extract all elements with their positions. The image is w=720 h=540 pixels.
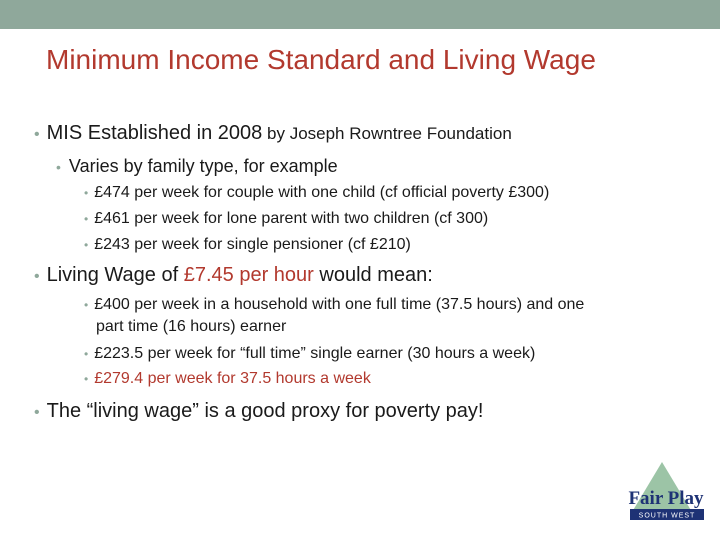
top-bar (0, 0, 720, 29)
bullet-37-hours-text: £279.4 per week for 37.5 hours a week (94, 370, 371, 387)
bullet-lone-parent-text: £461 per week for lone parent with two children (cf 300) (94, 210, 489, 227)
bullet-varies-text: Varies by family type, for example (68, 156, 338, 176)
logo-tagline: SOUTH WEST (638, 512, 696, 520)
bullet-37-hours (84, 370, 371, 388)
bullet-couple-text: £474 per week for couple with one child (cf official poverty £300) (94, 184, 550, 201)
bullet-marker: • (56, 159, 61, 175)
bullet-marker: • (84, 186, 89, 200)
bullet-couple (84, 184, 549, 202)
bullet-proxy (34, 400, 483, 423)
bullet-marker: • (84, 238, 89, 252)
bullet-mis (34, 122, 512, 145)
bullet-full-time (84, 345, 535, 363)
living-wage-post: would mean: (313, 264, 433, 286)
bullet-household-text: £400 per week in a household with one full time (37.5 hours) and one (94, 296, 585, 313)
bullet-mis-main: MIS Established in 2008 (46, 122, 263, 144)
bullet-marker: • (84, 372, 89, 386)
bullet-full-time-text: £223.5 per week for “full time” single earner (30 hours a week) (94, 345, 536, 362)
bullet-varies (56, 156, 338, 177)
bullet-marker: • (34, 126, 40, 143)
bullet-marker: • (84, 298, 89, 312)
bullet-pensioner-text: £243 per week for single pensioner (cf £210) (94, 236, 411, 253)
bullet-living-wage (34, 264, 433, 287)
bullet-household (84, 296, 584, 314)
bullet-marker: • (34, 268, 40, 285)
slide-title: Minimum Income Standard and Living Wage (46, 44, 596, 75)
bullet-pensioner (84, 236, 411, 254)
bullet-marker: • (84, 347, 89, 361)
bullet-mis-tail: by Joseph Rowntree Foundation (262, 124, 512, 143)
bullet-marker: • (34, 404, 40, 421)
bullet-lone-parent (84, 210, 488, 228)
bullet-marker: • (84, 212, 89, 226)
fair-play-logo (622, 460, 712, 530)
bullet-household-continuation: part time (16 hours) earner (96, 318, 287, 335)
bullet-proxy-text: The “living wage” is a good proxy for poverty pay! (46, 400, 484, 422)
logo-wordmark: Fair Play (628, 488, 704, 509)
living-wage-rate: £7.45 per hour (183, 264, 314, 286)
living-wage-pre: Living Wage of (46, 264, 184, 286)
